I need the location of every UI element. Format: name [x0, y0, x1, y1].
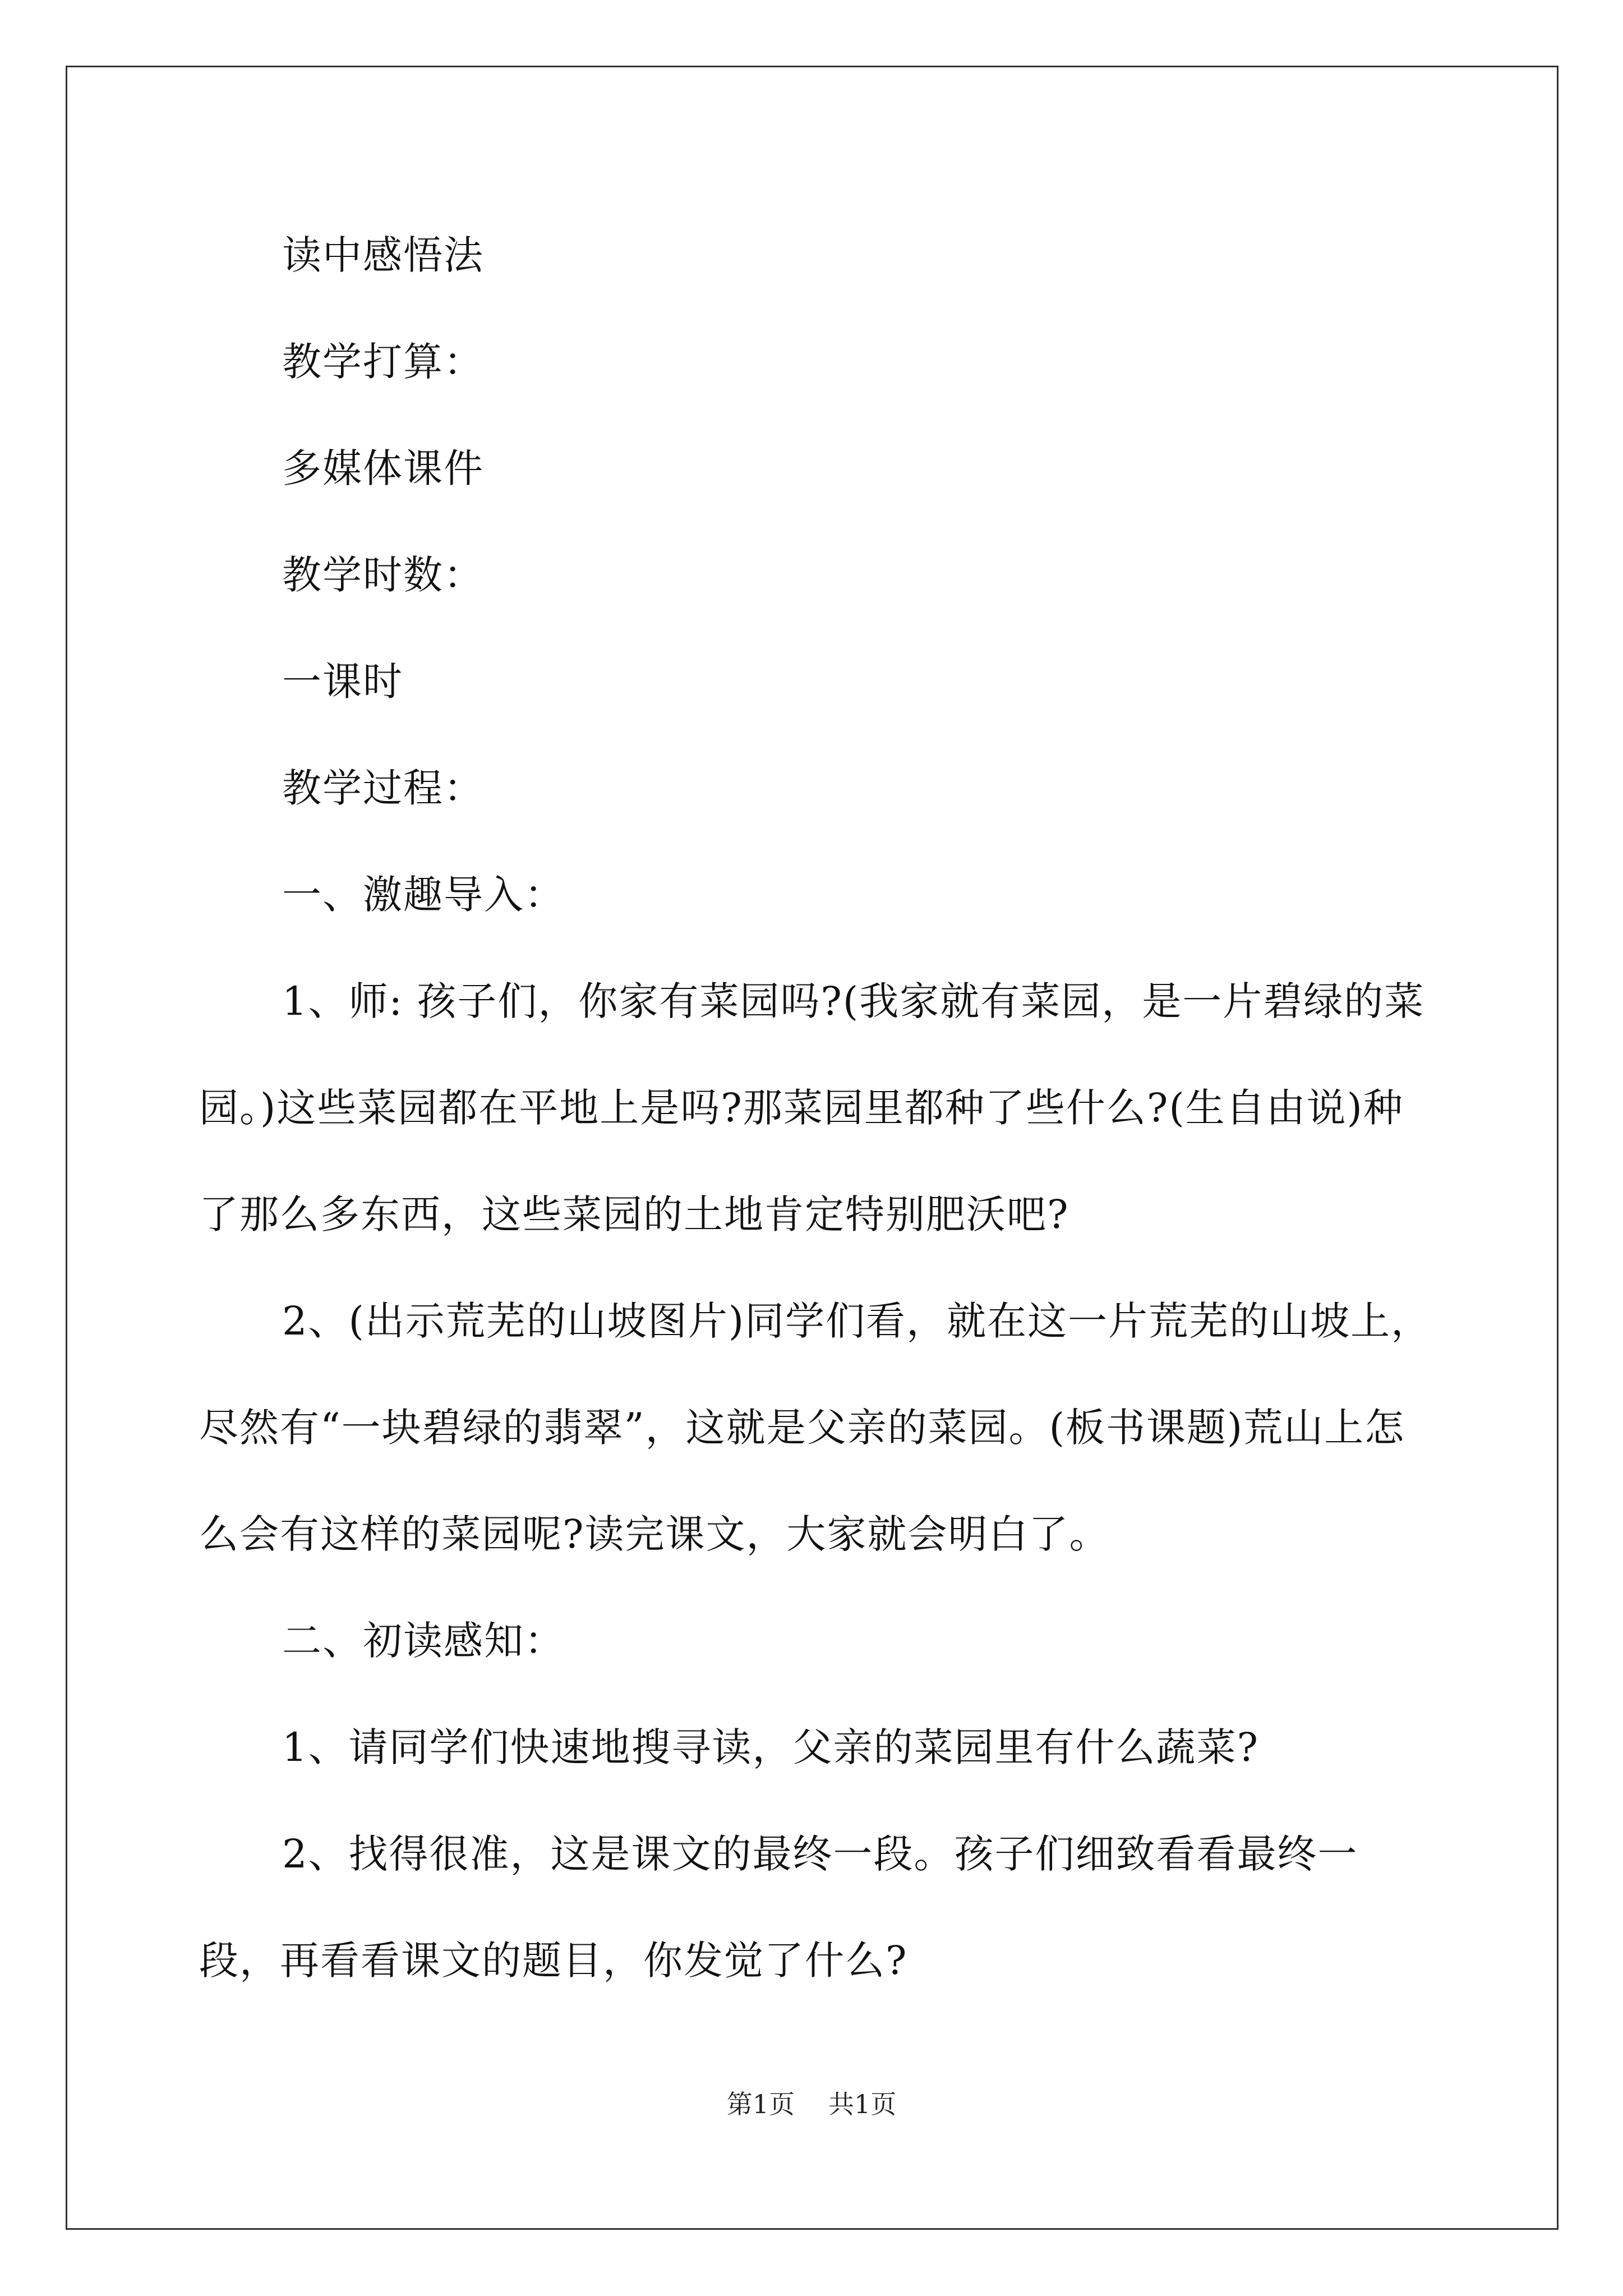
paragraph-prep-heading: 教学打算： [282, 339, 484, 385]
paragraph-method: 读中感悟法 [282, 232, 484, 278]
section-heading-first-reading: 二、初读感知： [282, 1618, 565, 1664]
document-body [199, 202, 1433, 2014]
paragraph-reading-1: 1、请同学们快速地搜寻读，父亲的菜园里有什么蔬菜? [282, 1724, 1260, 1770]
paragraph-intro-2: 2、(出示荒芜的山坡图片)同学们看，就在这一片荒芜的山坡上，尽然有“一块碧绿的翡翠”，这就是父亲的菜园。(板书课题)荒山上怎么会有这样的菜园呢?读完课文，大家就会明白了。 [199, 1298, 1432, 1557]
paragraph-intro-1: 1、师: 孩子们，你家有菜园吗?(我家就有菜园，是一片碧绿的菜园。)这些菜园都在平地上是吗?那菜园里都种了些什么?(生自由说)种了那么多东西，这些菜园的土地肯定特别肥沃吧? [199, 978, 1425, 1237]
paragraph-reading-2: 2、找得很准，这是课文的最终一段。孩子们细致看看最终一段，再看看课文的题目，你发觉了什么? [199, 1831, 1358, 1984]
paragraph-hours: 一课时 [282, 659, 403, 705]
paragraph-prep: 多媒体课件 [282, 445, 484, 491]
page-footer [0, 2084, 1623, 2121]
section-heading-intro: 一、激趣导入： [282, 872, 565, 918]
paragraph-hours-heading: 教学时数： [282, 552, 484, 598]
paragraph-process-heading: 教学过程： [282, 765, 484, 811]
page-total: 共1页 [828, 2089, 897, 2119]
page-number: 第1页 [726, 2089, 795, 2119]
